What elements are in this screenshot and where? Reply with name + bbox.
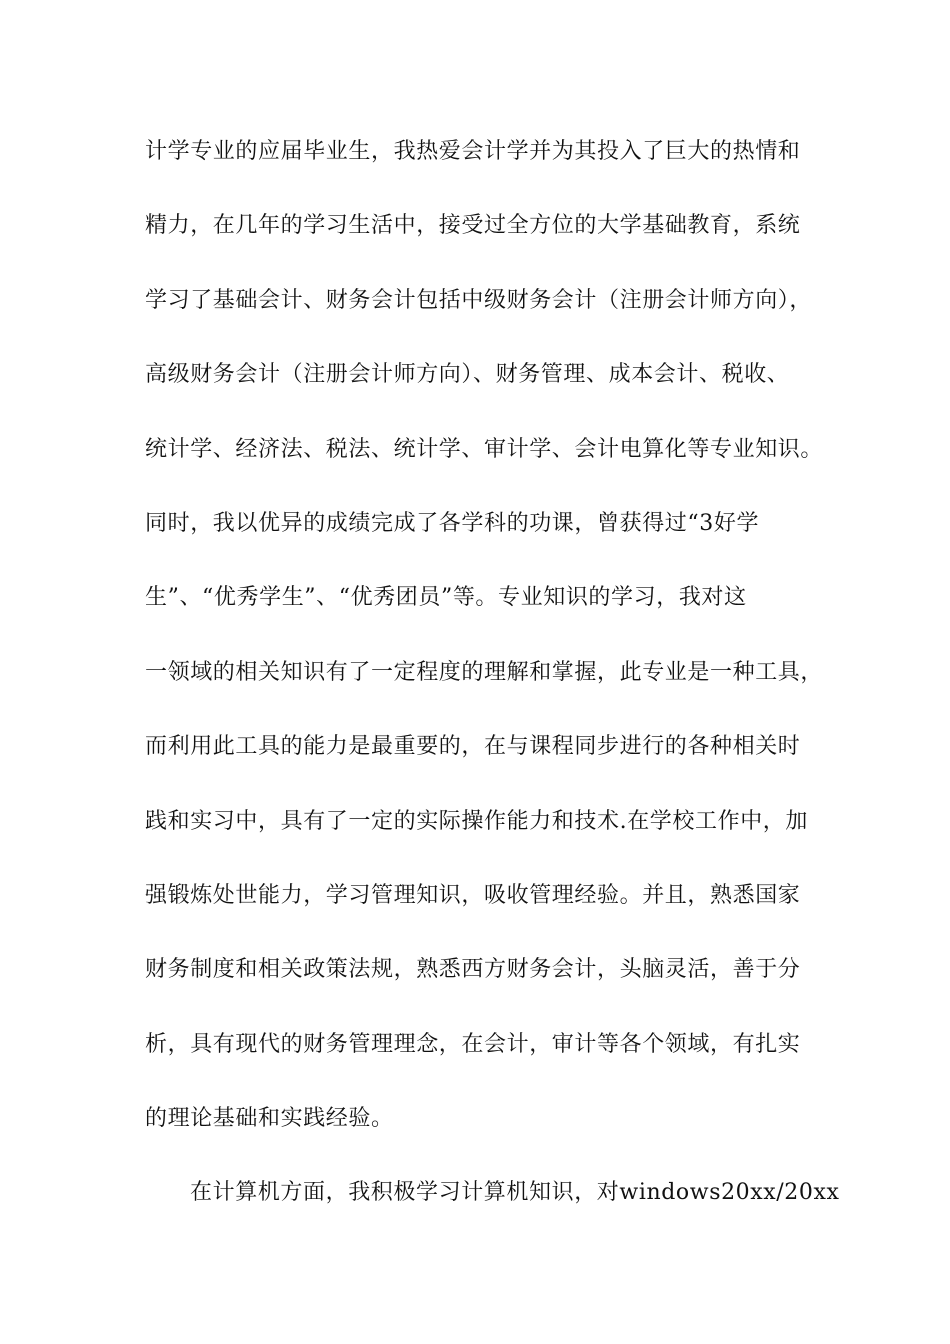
paragraph-line: 一领域的相关知识有了一定程度的理解和掌握，此专业是一种工具， [145, 659, 824, 685]
paragraph-first-line: 在计算机方面，我积极学习计算机知识，对windows20xx/20xx [190, 1180, 840, 1206]
paragraph-line: 计学专业的应届毕业生，我热爱会计学并为其投入了巨大的热情和 [145, 139, 801, 164]
paragraph-line: 的理论基础和实践经验。 [145, 1106, 394, 1132]
paragraph-line: 高级财务会计（注册会计师方向）、财务管理、成本会计、税收、 [145, 362, 790, 388]
body-text [145, 128, 840, 1244]
paragraph-line: 而利用此工具的能力是最重要的，在与课程同步进行的各种相关时 [145, 734, 801, 760]
paragraph-line: 同时，我以优异的成绩完成了各学科的功课，曾获得过“3好学 [145, 510, 760, 536]
paragraph-line: 践和实习中，具有了一定的实际操作能力和技术.在学校工作中，加 [145, 808, 808, 834]
paragraph-line: 学习了基础会计、财务会计包括中级财务会计（注册会计师方向）， [145, 287, 813, 313]
paragraph-line: 财务制度和相关政策法规，熟悉西方财务会计，头脑灵活，善于分 [145, 957, 801, 983]
paragraph-line: 析，具有现代的财务管理理念，在会计，审计等各个领域，有扎实 [145, 1031, 801, 1057]
paragraph-line: 生”、“优秀学生”、“优秀团员”等。专业知识的学习，我对这 [145, 585, 747, 611]
paragraph-line: 强锻炼处世能力，学习管理知识，吸收管理经验。并且，熟悉国家 [145, 882, 801, 908]
paragraph-line: 精力，在几年的学习生活中，接受过全方位的大学基础教育，系统 [145, 213, 801, 239]
paragraph-line: 统计学、经济法、税法、统计学、审计学、会计电算化等专业知识。 [145, 436, 824, 462]
